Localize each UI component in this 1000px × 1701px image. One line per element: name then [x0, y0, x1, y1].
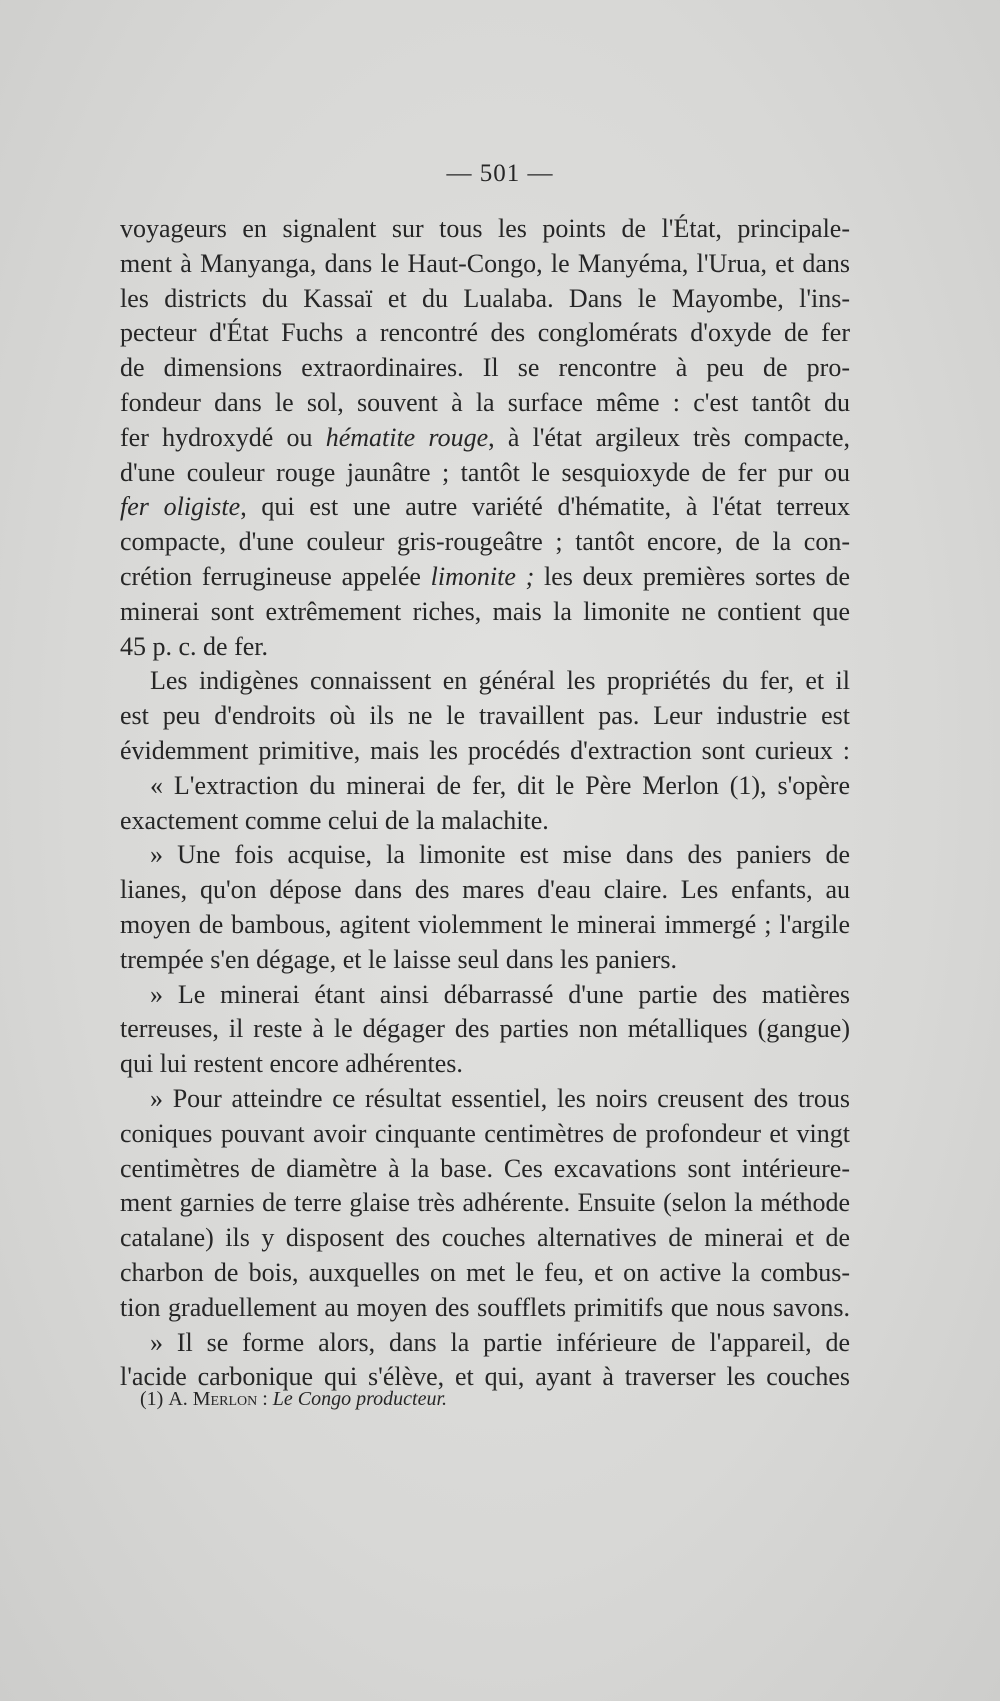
text-line: voyageurs en signalent sur tous les points de l'État, principale- — [120, 214, 850, 243]
text-line: moyen de bambous, agitent violemment le minerai immergé ; l'argile — [120, 909, 850, 939]
text-line: » Il se forme alors, dans la partie inférieure de l'appareil, de — [150, 1327, 850, 1357]
text-line: exactement comme celui de la malachite. — [120, 805, 549, 835]
text-line: terreuses, il reste à le dégager des parties non métalliques (gangue) — [120, 1014, 850, 1044]
text-line: » Pour atteindre ce résultat essentiel, les noirs creusent des trous — [150, 1083, 850, 1113]
text-line: pecteur d'État Fuchs a rencontré des conglomérats d'oxyde de fer — [120, 318, 850, 348]
text-line: ment garnies de terre glaise très adhérente. Ensuite (selon la méthode — [120, 1188, 850, 1218]
text-line: » Une fois acquise, la limonite est mise dans des paniers de — [150, 840, 850, 870]
text-line: fondeur dans le sol, souvent à la surface même : c'est tantôt du — [120, 387, 850, 417]
text-line: trempée s'en dégage, et le laisse seul dans les paniers. — [120, 944, 677, 974]
body-text — [120, 212, 850, 1395]
footnote-separator: : — [257, 1388, 273, 1410]
footnote-marker: (1) — [140, 1388, 164, 1410]
footnote-author: A. Merlon — [168, 1388, 258, 1410]
text-line: centimètres de diamètre à la base. Ces excavations sont intérieure- — [120, 1153, 850, 1183]
text-line: d'une couleur rouge jaunâtre ; tantôt le sesquioxyde de fer pur ou — [120, 457, 850, 487]
page-number: — 501 — — [446, 160, 554, 187]
text-line: coniques pouvant avoir cinquante centimètres de profondeur et vingt — [120, 1118, 850, 1148]
text-line: » Le minerai étant ainsi débarrassé d'une partie des matières — [150, 979, 850, 1009]
text-line: tion graduellement au moyen des soufflets primitifs que nous savons. — [120, 1292, 850, 1322]
footnote — [140, 1388, 447, 1411]
text-line: évidemment primitive, mais les procédés d'extraction sont curieux : — [120, 735, 850, 765]
text-line: 45 p. c. de fer. — [120, 631, 269, 661]
text-line: « L'extraction du minerai de fer, dit le Père Merlon (1), s'opère — [150, 770, 850, 800]
text-line: catalane) ils y disposent des couches alternatives de minerai et de — [120, 1223, 850, 1253]
text-line: lianes, qu'on dépose dans des mares d'eau claire. Les enfants, au — [120, 875, 850, 905]
text-line: de dimensions extraordinaires. Il se rencontre à peu de pro- — [120, 353, 850, 383]
text-line: crétion ferrugineuse appelée limonite ; les deux premières sortes de — [120, 561, 850, 591]
footnote-title: Le Congo producteur. — [272, 1388, 448, 1410]
text-line: est peu d'endroits où ils ne le travaillent pas. Leur industrie est — [120, 701, 850, 731]
text-line: ment à Manyanga, dans le Haut-Congo, le Manyéma, l'Urua, et dans — [120, 248, 850, 278]
text-line: fer hydroxydé ou hématite rouge, à l'état argileux très compacte, — [120, 422, 850, 452]
text-line: charbon de bois, auxquelles on met le feu, et on active la combus- — [120, 1257, 850, 1287]
text-line: Les indigènes connaissent en général les propriétés du fer, et il — [150, 666, 850, 696]
text-line: compacte, d'une couleur gris-rougeâtre ; tantôt encore, de la con- — [120, 527, 850, 557]
text-line: fer oligiste, qui est une autre variété d'hématite, à l'état terreux — [120, 492, 850, 522]
text-line: les districts du Kassaï et du Lualaba. Dans le Mayombe, l'ins- — [120, 283, 850, 313]
text-line: minerai sont extrêmement riches, mais la limonite ne contient que — [120, 596, 850, 626]
text-line: qui lui restent encore adhérentes. — [120, 1049, 463, 1079]
text-line: l'acide carbonique qui s'élève, et qui, ayant à traverser les couches — [120, 1362, 850, 1392]
